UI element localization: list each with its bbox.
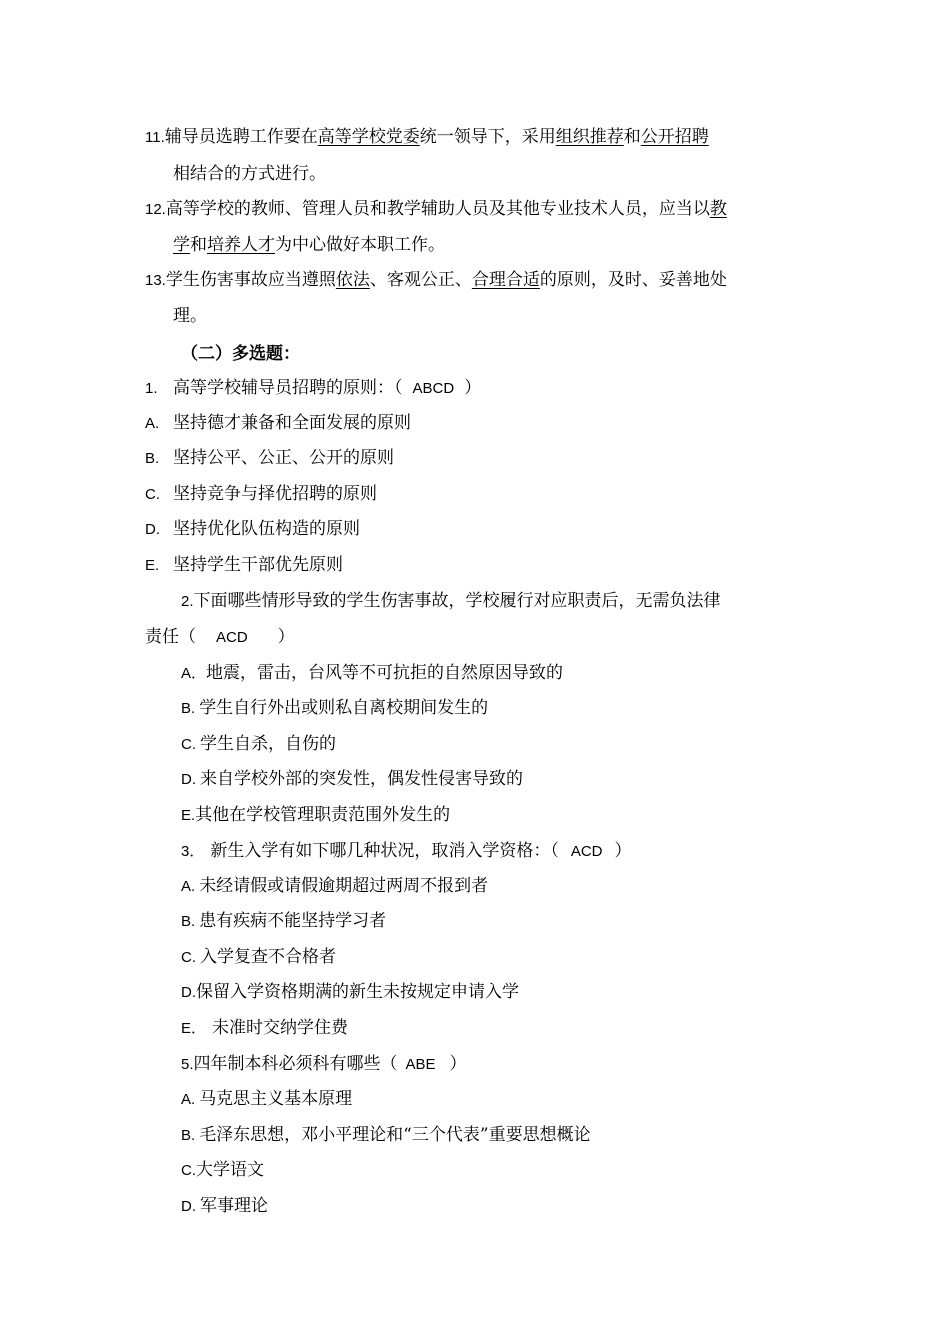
answer-underlined: 高等学校党委 [317,127,420,147]
option-text: 来自学校外部的突发性，偶发性侵害导致的 [200,769,523,789]
fill-item-12-line2 [173,234,445,256]
option-text: 保留入学资格期满的新生未按规定申请入学 [196,982,519,1002]
answer-underlined: 依法 [335,270,370,290]
q3-option-b [181,910,386,933]
q2-option-b [181,697,488,720]
option-key: A. [181,878,196,895]
q1-option-a [145,412,411,435]
option-text: 军事理论 [200,1196,268,1216]
item-text: 辅导员选聘工作要在 [164,127,318,147]
option-text: 坚持学生干部优先原则 [173,555,343,575]
option-key: B. [181,1127,196,1144]
item-number: 13. [145,272,166,289]
option-key: D. [181,1198,196,1215]
q5-option-d [181,1195,268,1218]
q1-option-d [145,518,360,541]
option-text: 地震，雷击，台风等不可抗拒的自然原因导致的 [206,663,564,683]
fill-item-13-line2: 理。 [173,306,207,326]
question-text: 新生入学有如下哪几种状况，取消入学资格：（ [210,841,559,861]
question-close: ） [614,841,632,861]
item-text: 和 [190,235,207,255]
item-text: 和 [623,127,641,147]
option-key: D. [181,984,196,1001]
q5-option-b [181,1124,591,1147]
item-text: 、客观公正、 [369,270,472,290]
option-key: B. [181,700,196,717]
answer-underlined: 组织推荐 [555,127,624,147]
option-key: A. [181,1091,196,1108]
option-text: 未经请假或请假逾期超过两周不报到者 [199,876,489,896]
option-key: B. [181,913,196,930]
question-text: 下面哪些情形导致的学生伤害事故，学校履行对应职责后，无需负法律 [193,591,721,611]
option-text: 坚持竞争与择优招聘的原则 [173,484,377,504]
question-close: ） [464,378,482,398]
question-answer: ACD [216,629,248,646]
q1-option-b [145,447,394,470]
item-text: 高等学校的教师、管理人员和教学辅助人员及其他专业技术人员，应当以 [165,199,710,219]
question-text: 高等学校辅导员招聘的原则：（ [173,378,403,398]
question-answer: ACD [570,843,603,860]
fill-item-11-line2: 相结合的方式进行。 [173,164,326,184]
option-key: C. [181,1162,196,1179]
question-number: 3． [181,843,205,860]
option-text: 坚持公平、公正、公开的原则 [173,448,394,468]
option-text: 学生自杀，自伤的 [200,734,336,754]
question-1 [145,377,481,400]
question-number: 2. [181,593,194,610]
option-key: E． [181,1020,207,1037]
option-key: B. [145,450,160,467]
item-text: 统一领导下，采用 [419,127,556,147]
answer-underlined: 合理合适 [471,270,540,290]
question-number: 1. [145,380,158,397]
answer-underlined: 教 [709,199,727,219]
q3-option-c [181,946,336,969]
answer-underlined: 公开招聘 [640,127,709,147]
answer-underlined: 培养人才 [207,235,275,255]
q5-option-a [181,1088,352,1111]
answer-underlined: 学 [173,235,190,255]
q3-option-d [181,981,519,1004]
option-text: 学生自行外出或则私自离校期间发生的 [199,698,489,718]
option-text: 坚持德才兼备和全面发展的原则 [173,413,411,433]
option-text: 大学语文 [196,1160,264,1180]
q2-option-c [181,733,336,756]
question-close: ） [449,1054,467,1074]
option-text: 入学复查不合格者 [200,947,336,967]
question-answer: ABE [405,1056,436,1073]
option-key: A. [145,415,160,432]
option-key: E. [145,557,160,574]
option-key: A． [181,665,207,682]
q1-option-c [145,483,377,506]
q2-option-a [181,662,563,685]
q5-option-c [181,1159,264,1182]
option-key: D. [181,771,196,788]
option-key: C. [181,736,196,753]
question-text: 四年制本科必须科有哪些（ [193,1054,398,1074]
q2-option-d [181,768,523,791]
section-title: （二）多选题： [181,344,300,364]
q3-option-a [181,875,488,898]
option-text: 马克思主义基本原理 [199,1089,353,1109]
option-text: 其他在学校管理职责范围外发生的 [195,805,451,825]
fill-item-13-line1 [145,269,727,292]
q3-option-e [181,1017,348,1040]
fill-item-11-line1 [145,126,709,149]
question-5 [181,1053,467,1076]
question-3 [181,840,632,863]
option-text: 坚持优化队伍构造的原则 [173,519,360,539]
q2-option-e [181,804,450,827]
item-number: 12. [145,201,166,218]
option-key: D. [145,521,160,538]
question-2-line2 [145,626,295,649]
fill-item-12-line1 [145,198,727,221]
option-key: C. [145,486,160,503]
option-key: C. [181,949,196,966]
question-text: 责任（ [145,627,196,647]
question-close: ） [277,627,295,647]
option-text: 患有疾病不能坚持学习者 [199,911,387,931]
item-text: 的原则，及时、妥善地处 [539,270,727,290]
item-number: 11. [145,129,165,146]
option-text: 毛泽东思想，邓小平理论和“三个代表”重要思想概论 [199,1125,591,1145]
question-number: 5. [181,1056,194,1073]
q1-option-e [145,554,343,577]
question-answer: ABCD [412,380,455,397]
item-text: 学生伤害事故应当遵照 [165,270,336,290]
question-2-line1 [181,590,721,613]
item-text: 为中心做好本职工作。 [275,235,445,255]
option-text: 未准时交纳学住费 [212,1018,349,1038]
option-key: E. [181,807,196,824]
